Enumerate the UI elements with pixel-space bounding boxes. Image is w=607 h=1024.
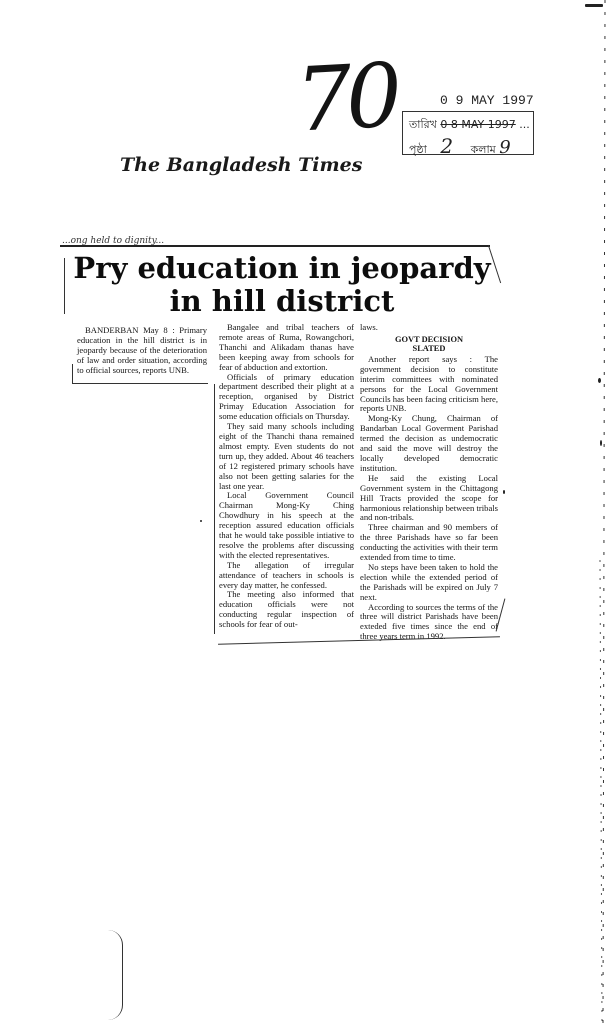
scan-speck <box>600 440 602 446</box>
article-paragraph: The allegation of irregular attendance of teachers in schools is every day matter, he confessed. <box>219 559 354 590</box>
stamp-page-label: পৃষ্ঠা <box>409 143 427 156</box>
handwritten-file-number: 70 <box>293 43 399 152</box>
stamp-column-value: 9 <box>499 137 511 158</box>
article-headline <box>62 252 502 318</box>
article-paragraph: BANDERBAN May 8 : Primary education in the hill district is in jeopardy because of the deterioration of law and order situation, according to official sources, reports UNB. <box>77 325 207 375</box>
column-2-left-edge <box>214 384 215 634</box>
subheading-line-2: SLATED <box>412 343 446 353</box>
column-3-carryover: laws. <box>360 322 378 332</box>
column-1-cut-rule <box>72 383 208 384</box>
scan-speck <box>503 490 505 494</box>
article-paragraph: They said many schools including eight of the Thanchi thana remained almost empty. Even students do not turn up, they added. About 46 teachers of 12 registered primary schools have also not been getting salaries for the last one year. <box>219 421 354 491</box>
stamp-page-value: 2 <box>440 134 454 158</box>
stamp-date-label: তারিখ <box>409 118 437 131</box>
stamp-date-trail: ... <box>519 118 530 131</box>
article-paragraph: Bangalee and tribal teachers of remote areas of Ruma, Rowangchori, Thanchi and Alikadam thanas have been keeping away from schools for fear of abduction and extortion. <box>219 322 354 372</box>
received-date-stamp: 0 9 MAY 1997 <box>440 93 534 108</box>
headline-line-1: Pry education in jeopardy <box>73 251 491 285</box>
article-paragraph: Mong-Ky Chung, Chairman of Bandarban Local Goverment Parishad termed the decision as undemocratic and said the move will destroy the locally developed democratic institution. <box>360 413 498 473</box>
stamp-page-row <box>409 134 511 160</box>
clipping-top-rule <box>60 245 490 247</box>
article-paragraph: He said the existing Local Government system in the Chittagong Hill Tracts provided the scope for harmonious relationship between tribals and non-tribals. <box>360 472 498 523</box>
article-column-3 <box>360 323 498 642</box>
subheading-line-1: GOVT DECISION <box>394 334 464 344</box>
scan-edge-artifact <box>597 0 607 1024</box>
article-paragraph: Officials of primary education department described their plight at a reception, organised by District Primay Education Association for some education officials on Thursday. <box>219 371 354 422</box>
stamp-date-row <box>409 116 530 135</box>
scan-speck <box>598 378 601 383</box>
article-paragraph: Another report says : The government decision to constitute interim committees with nominated persons for the Local Government Councils has been facing criticism here, reports UNB. <box>360 353 498 414</box>
margin-pen-mark <box>108 930 123 1020</box>
article-paragraph: Three chairman and 90 members of the three Parishads have so far been conducting the activities with their term extended from time to time. <box>360 522 498 563</box>
article-paragraph: No steps have been taken to hold the election while the extended period of the Parishads will be expired on July 7 next. <box>360 561 498 602</box>
clipping-reference-stamp <box>402 111 534 158</box>
subheading <box>360 335 498 353</box>
headline-line-2: in hill district <box>169 284 395 318</box>
scan-speck <box>200 520 202 522</box>
column-1-cut-edge <box>72 364 73 384</box>
article-column-2 <box>219 323 354 630</box>
newspaper-masthead: The Bangladesh Times <box>120 154 363 176</box>
article-paragraph: The meeting also informed that education officials were not conducting regular inspection of schools for fear of out- <box>219 589 354 630</box>
article-column-1 <box>77 326 207 376</box>
stamp-column-label: কলাম <box>470 143 496 156</box>
scan-speck <box>585 4 603 7</box>
article-paragraph: Local Government Council Chairman Mong-Ky Ching Chowdhury in his speech at the reception assured education officials that he would take possible intiative to resolve the problems after discussing with the elected representatives. <box>219 490 354 560</box>
clipping-cut-text: ...ong held to dignity... <box>62 236 165 246</box>
article-paragraph: According to sources the terms of the three will district Parishads have been exteded five times since the end of three years term in 1992. <box>360 601 498 642</box>
stamp-date-value: 0 8 MAY 1997 <box>440 118 516 131</box>
